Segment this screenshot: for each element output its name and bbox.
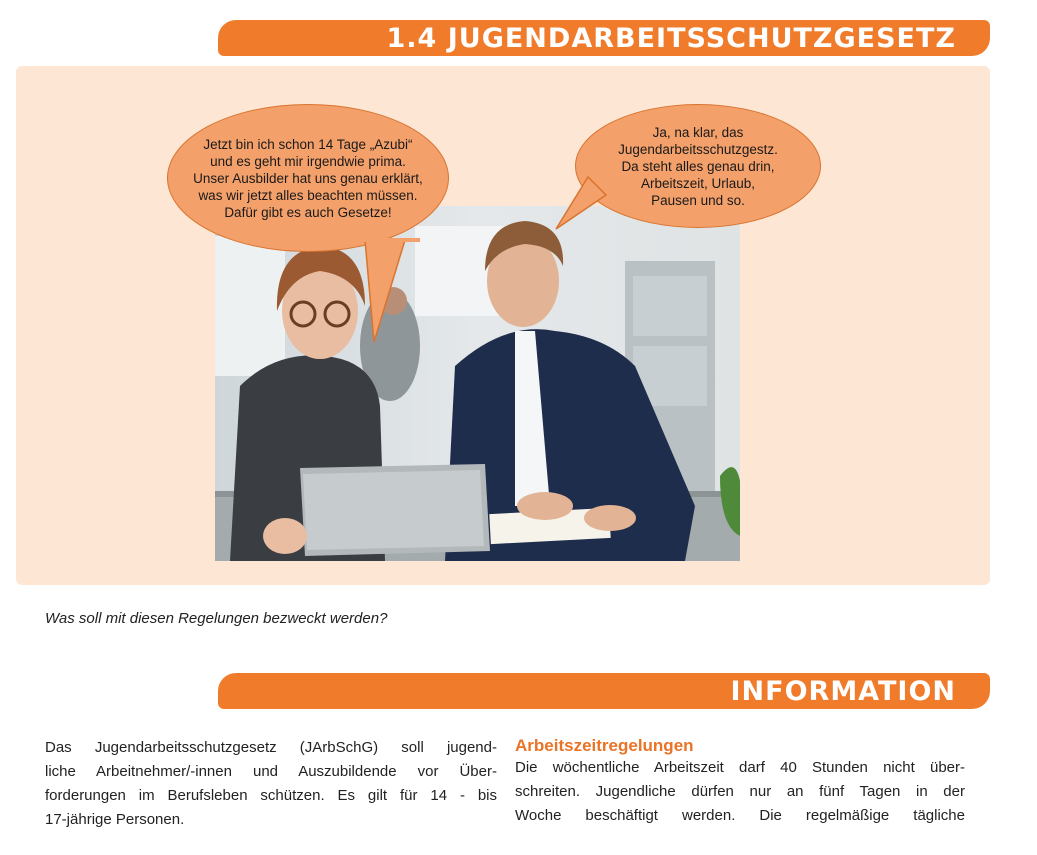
info-right-column <box>515 736 965 828</box>
info-right-line: Die wöchentliche Arbeitszeit darf 40 Stunden nicht über- <box>515 759 965 776</box>
photo-illustration <box>215 206 740 561</box>
bubble-right-line: Pausen und so. <box>651 192 745 208</box>
info-left-line: liche Arbeitnehmer/-innen und Auszubildende vor Über- <box>45 763 497 780</box>
bubble-left-line: und es geht mir irgendwie prima. <box>210 153 406 169</box>
info-left-line: forderungen im Berufsleben schützen. Es gilt für 14 - bis <box>45 787 497 804</box>
info-left-column <box>45 736 497 832</box>
info-left-line: Das Jugendarbeitsschutzgesetz (JArbSchG) soll jugend- <box>45 739 497 756</box>
information-banner <box>218 673 990 709</box>
bubble-right-line: Jugendarbeitsschutzgestz. <box>618 141 778 157</box>
bubble-right-line: Ja, na klar, das <box>652 124 744 140</box>
info-right-line: Woche beschäftigt werden. Die regelmäßige tägliche <box>515 807 965 824</box>
bubble-right-tail <box>550 175 610 235</box>
info-right-line: schreiten. Jugendliche dürfen nur an fünf Tagen in der <box>515 783 965 800</box>
speech-bubble-left <box>167 104 449 252</box>
speech-bubble-right <box>575 104 821 228</box>
bubble-left-line: Jetzt bin ich schon 14 Tage „Azubi“ <box>203 136 413 152</box>
question-text: Was soll mit diesen Regelungen bezweckt werden? <box>45 610 388 627</box>
information-title: INFORMATION <box>730 676 956 707</box>
section-title: 1.4 JUGENDARBEITSSCHUTZGESETZ <box>386 23 956 54</box>
bubble-left-line: Dafür gibt es auch Gesetze! <box>224 204 392 220</box>
info-left-line: 17-jährige Personen. <box>45 811 185 828</box>
bubble-left-line: Unser Ausbilder hat uns genau erklärt, <box>193 170 423 186</box>
bubble-left-tail <box>360 238 420 348</box>
bubble-left-line: was wir jetzt alles beachten müssen. <box>198 187 418 203</box>
office-photo <box>215 206 740 561</box>
section-title-banner <box>218 20 990 56</box>
bubble-right-line: Arbeitszeit, Urlaub, <box>640 175 756 191</box>
arbeitszeit-heading: Arbeitszeitregelungen <box>515 736 694 755</box>
bubble-right-line: Da steht alles genau drin, <box>621 158 775 174</box>
